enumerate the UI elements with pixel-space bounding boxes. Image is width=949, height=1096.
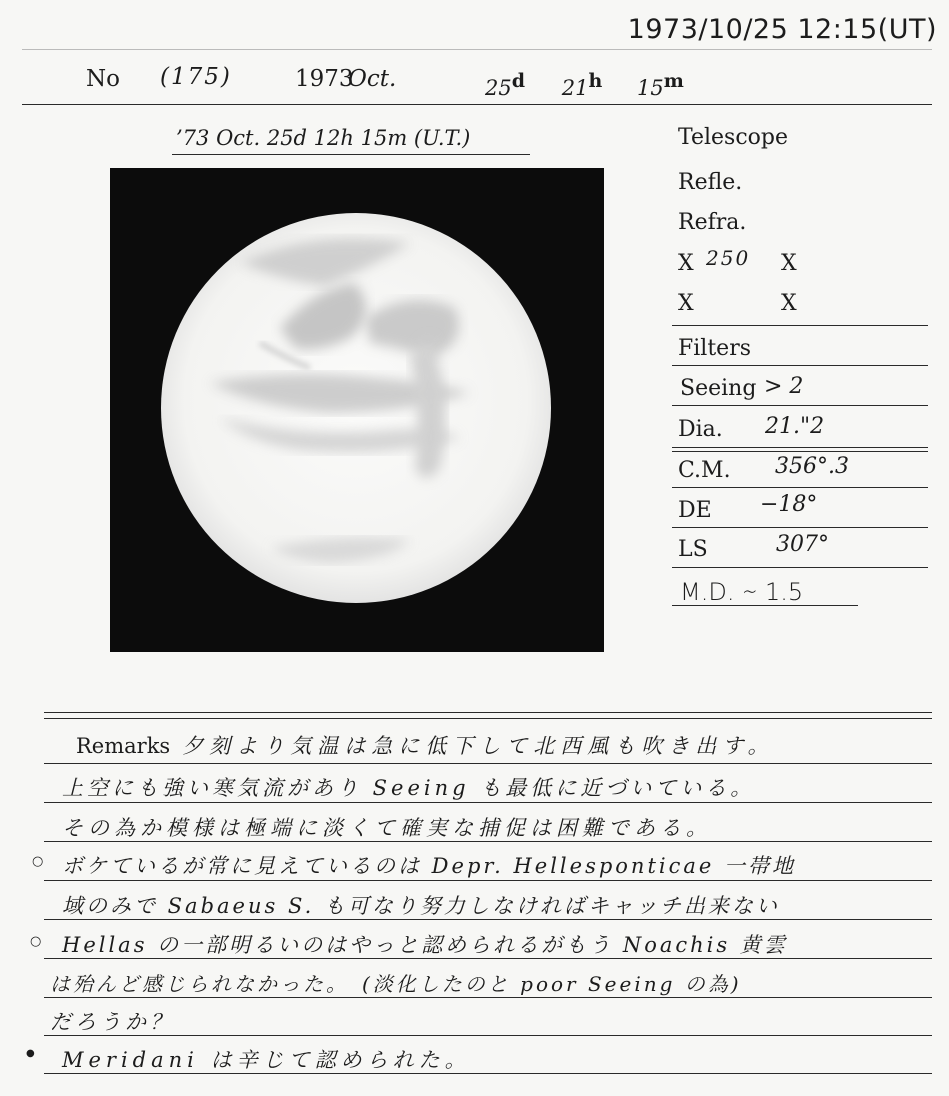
remarks-rule-1	[44, 763, 932, 764]
seeing-label: Seeing	[680, 376, 757, 401]
de-value: −18°	[760, 492, 818, 517]
side-rule-2	[672, 365, 928, 366]
dia-value: 21."2	[765, 414, 825, 439]
record-number-label: No	[86, 66, 120, 92]
mag-x-4: X	[781, 291, 797, 316]
ut-underline	[172, 154, 530, 155]
remarks-rule-5	[44, 919, 932, 920]
record-year: 1973	[295, 66, 354, 92]
planet-sketch	[110, 168, 604, 652]
refle-label: Refle.	[678, 170, 743, 195]
mag-x-2: X	[781, 251, 797, 276]
remarks-rule-3	[44, 841, 932, 842]
remarks-line-7: は殆んど感じられなかった。 (淡化したのと poor Seeing の為)	[50, 972, 742, 996]
timestamp-stamp: 1973/10/25 12:15(UT)	[627, 14, 937, 45]
header-rule	[22, 104, 932, 105]
remarks-text-1: 夕刻より気温は急に低下して北西風も吹き出す。	[182, 734, 775, 758]
side-rule-1	[672, 325, 928, 326]
remarks-line-6: Hellas の一部明るいのはやっと認められるがもう Noachis 黄雲	[62, 933, 788, 957]
record-day: 25	[485, 76, 512, 100]
filters-label: Filters	[678, 336, 752, 361]
remarks-line-2: 上空にも強い寒気流があり Seeing も最低に近づいている。	[62, 776, 756, 800]
side-rule-7	[672, 567, 928, 568]
remarks-label: Remarks	[76, 734, 171, 758]
magnification-value: 250	[706, 246, 751, 270]
remarks-rule-9	[44, 1073, 932, 1074]
remarks-line-3: その為か模様は極端に淡くて確実な捕促は困難である。	[62, 816, 712, 840]
side-rule-4b	[672, 451, 928, 452]
remarks-rule-7	[44, 997, 932, 998]
ut-timestamp: ’73 Oct. 25d 12h 15m (U.T.)	[176, 126, 471, 150]
seeing-value: > 2	[764, 374, 804, 399]
ls-value: 307°	[776, 532, 829, 557]
refra-label: Refra.	[678, 210, 747, 235]
remarks-line-1	[76, 730, 775, 760]
top-rule	[22, 49, 932, 50]
remarks-line-8: だろうか？	[50, 1010, 175, 1034]
side-rule-5	[672, 487, 928, 488]
dia-label: Dia.	[678, 417, 723, 442]
remarks-rule-4	[44, 880, 932, 881]
bullet-dot-2: ○	[30, 934, 42, 949]
remarks-rule-6	[44, 958, 932, 959]
mag-x-1: X	[678, 251, 694, 276]
remarks-line-5: 域のみで Sabaeus S. も可なり努力しなければキャッチ出来ない	[62, 894, 780, 918]
remarks-line-4: ボケているが常に見えているのは Depr. Hellesponticae 一帯地	[62, 854, 796, 878]
mag-x-3: X	[678, 291, 694, 316]
record-month: Oct.	[348, 66, 397, 92]
hour-superscript: h	[588, 70, 603, 92]
minute-superscript: m	[663, 70, 684, 92]
cm-label: C.M.	[678, 458, 731, 483]
record-minute: 15	[636, 76, 664, 100]
record-hour: 21	[561, 76, 589, 100]
side-rule-4	[672, 447, 928, 448]
md-value: M.D. ∼ 1.5	[680, 578, 804, 606]
ls-label: LS	[678, 537, 708, 562]
record-number-value: (175)	[160, 64, 232, 90]
remarks-line-9: Meridani は辛じて認められた。	[62, 1048, 471, 1072]
side-rule-6	[672, 527, 928, 528]
cm-value: 356°.3	[775, 454, 849, 479]
telescope-label: Telescope	[678, 125, 788, 150]
remarks-rule-2	[44, 802, 932, 803]
mars-disk-drawing	[110, 168, 604, 652]
day-superscript: d	[511, 70, 526, 92]
remarks-top-rule-1	[44, 712, 932, 713]
de-label: DE	[678, 498, 712, 523]
md-underline	[672, 605, 858, 606]
remarks-rule-8	[44, 1035, 932, 1036]
side-rule-3	[672, 405, 928, 406]
remarks-top-rule-2	[44, 718, 932, 719]
bullet-dot-1: ○	[32, 854, 44, 869]
bullet-dot-3: ●	[26, 1048, 35, 1059]
record-local-time	[485, 70, 684, 100]
